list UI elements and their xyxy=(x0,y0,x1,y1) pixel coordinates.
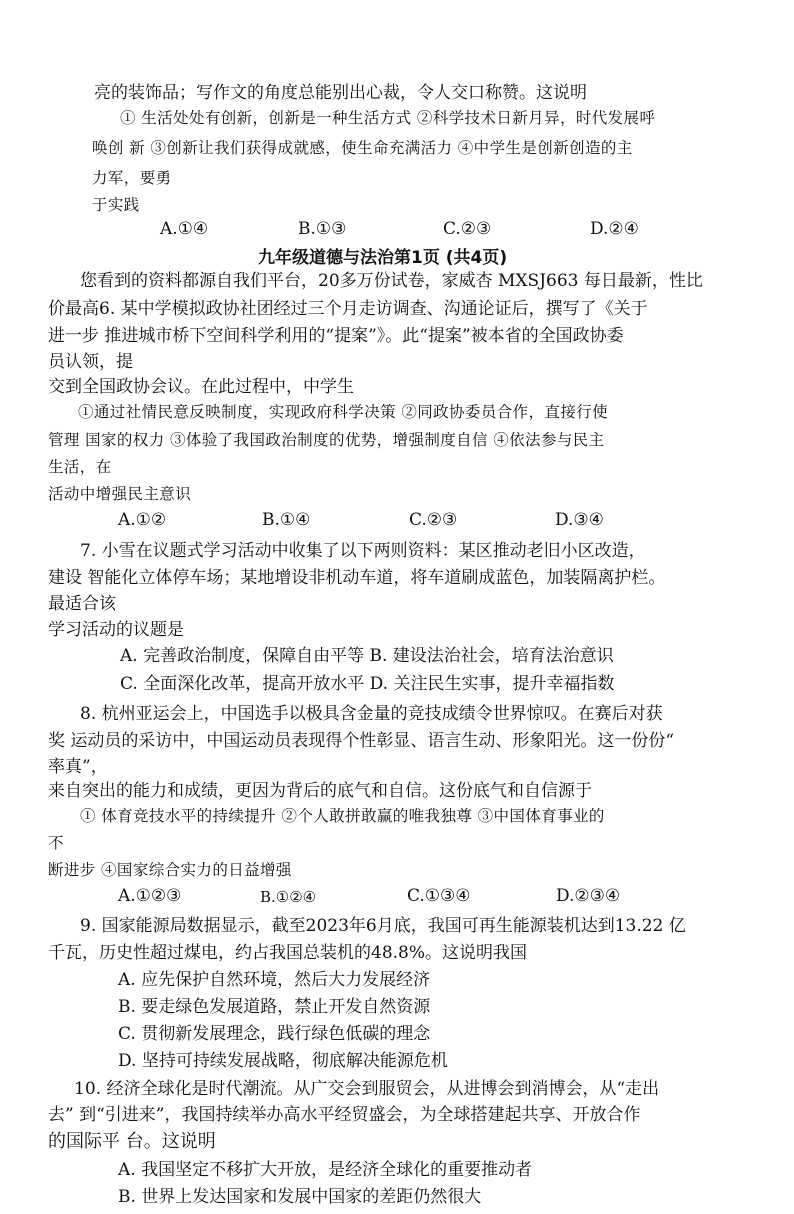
q5-options-line-3: 力军，要勇 xyxy=(92,169,172,187)
q7-line-2: 建设 智能化立体停车场；某地增设非机动车道，将车道刷成蓝色，加装隔离护栏。 xyxy=(48,568,666,588)
q5-options-line-4: 于实践 xyxy=(92,196,140,214)
q6-options-line-3: 生活，在 xyxy=(48,458,112,476)
q8-options-line-1: ① 体育竞技水平的持续提升 ②个人敢拼敢赢的唯我独尊 ③中国体育事业的 xyxy=(80,807,605,825)
q8-line-1: 8. 杭州亚运会上，中国选手以极具含金量的竞技成绩令世界惊叹。在赛后对获 xyxy=(80,704,663,724)
q5-choice-d[interactable]: D.②④ xyxy=(590,219,639,239)
q5-choice-a[interactable]: A.①④ xyxy=(160,219,209,239)
q6-choice-b[interactable]: B.①④ xyxy=(262,510,311,530)
q8-choice-d[interactable]: D.②③④ xyxy=(556,886,621,906)
q5-options-line-2: 唤创 新 ③创新让我们获得成就感，使生命充满活力 ④中学生是创新创造的主 xyxy=(92,139,633,157)
q9-option-d[interactable]: D. 坚持可持续发展战略，彻底解决能源危机 xyxy=(118,1051,448,1071)
ad-line-2: 价最高6. 某中学模拟政协社团经过三个月走访调查、沟通论证后，撰写了《关于 xyxy=(48,299,648,319)
q10-line-2: 去” 到“引进来”，我国持续举办高水平经贸盛会，为全球搭建起共享、开放合作 xyxy=(48,1105,641,1125)
q8-line-3: 率真”， xyxy=(48,757,108,777)
q6-options-line-4: 活动中增强民主意识 xyxy=(48,485,192,503)
q6-options-line-1: ①通过社情民意反映制度，实现政府科学决策 ②同政协委员合作，直接行使 xyxy=(78,403,609,421)
q7-options-cd[interactable]: C. 全面深化改革，提高开放水平 D. 关注民生实事，提升幸福指数 xyxy=(120,674,615,694)
q9-option-a[interactable]: A. 应先保护自然环境，然后大力发展经济 xyxy=(118,970,431,990)
q6-line-4: 员认领，提 xyxy=(48,352,133,372)
q8-line-4: 来自突出的能力和成绩，更因为背后的底气和自信。这份底气和自信源于 xyxy=(48,781,592,801)
q8-line-2: 奖 运动员的采访中，中国运动员表现得个性彰显、语言生动、形象阳光。这一份份“ xyxy=(48,731,675,751)
q7-line-4: 学习活动的议题是 xyxy=(48,620,184,640)
q8-choice-a[interactable]: A.①②③ xyxy=(118,886,182,906)
q9-option-b[interactable]: B. 要走绿色发展道路，禁止开发自然资源 xyxy=(118,997,431,1017)
q6-line-3: 进一步 推进城市桥下空间科学利用的“提案”》。此“提案”被本省的全国政协委 xyxy=(48,326,624,346)
q7-line-3: 最适合该 xyxy=(48,594,116,614)
q6-choice-a[interactable]: A.①② xyxy=(118,510,167,530)
q10-line-1: 10. 经济全球化是时代潮流。从广交会到服贸会，从进博会到消博会，从“走出 xyxy=(74,1079,660,1099)
q8-choice-c[interactable]: C.①③④ xyxy=(407,886,471,906)
q8-options-line-3: 断进步 ④国家综合实力的日益增强 xyxy=(48,861,292,879)
q6-choice-c[interactable]: C.②③ xyxy=(409,510,458,530)
q10-line-3: 的国际平 台。这说明 xyxy=(48,1131,216,1152)
q5-stem-tail: 亮的装饰品；写作文的角度总能别出心裁，令人交口称赞。这说明 xyxy=(94,83,587,103)
q5-choice-c[interactable]: C.②③ xyxy=(443,219,492,239)
q9-option-c[interactable]: C. 贯彻新发展理念，践行绿色低碳的理念 xyxy=(118,1024,431,1044)
q10-option-b[interactable]: B. 世界上发达国家和发展中国家的差距仍然很大 xyxy=(118,1187,482,1207)
q7-options-ab[interactable]: A. 完善政治制度，保障自由平等 B. 建设法治社会，培育法治意识 xyxy=(120,646,614,666)
q10-option-a[interactable]: A. 我国坚定不移扩大开放，是经济全球化的重要推动者 xyxy=(118,1160,533,1180)
q5-choice-b[interactable]: B.①③ xyxy=(298,219,347,239)
q8-choice-b[interactable]: B.①②④ xyxy=(260,888,317,906)
q9-line-1: 9. 国家能源局数据显示，截至2023年6月底，我国可再生能源装机达到13.22 亿 xyxy=(80,916,686,936)
q6-options-line-2: 管理 国家的权力 ③体验了我国政治制度的优势，增强制度自信 ④依法参与民主 xyxy=(48,431,605,449)
ad-line-1: 您看到的资料都源自我们平台，20多万份试卷，家威杏 MXSJ663 每日最新，性比 xyxy=(80,271,703,291)
q5-options-line-1: ① 生活处处有创新，创新是一种生活方式 ②科学技术日新月异，时代发展呼 xyxy=(120,109,656,127)
q6-choice-d[interactable]: D.③④ xyxy=(555,510,604,530)
q6-line-5: 交到全国政协会议。在此过程中，中学生 xyxy=(48,377,354,397)
q8-options-line-2: 不 xyxy=(48,834,64,852)
page-header: 九年级道德与法治第1页 (共4页) xyxy=(258,248,508,268)
q7-line-1: 7. 小雪在议题式学习活动中收集了以下两则资料：某区推动老旧小区改造， xyxy=(80,541,646,561)
q9-line-2: 千瓦，历史性超过煤电，约占我国总装机的48.8%。这说明我国 xyxy=(48,943,528,963)
